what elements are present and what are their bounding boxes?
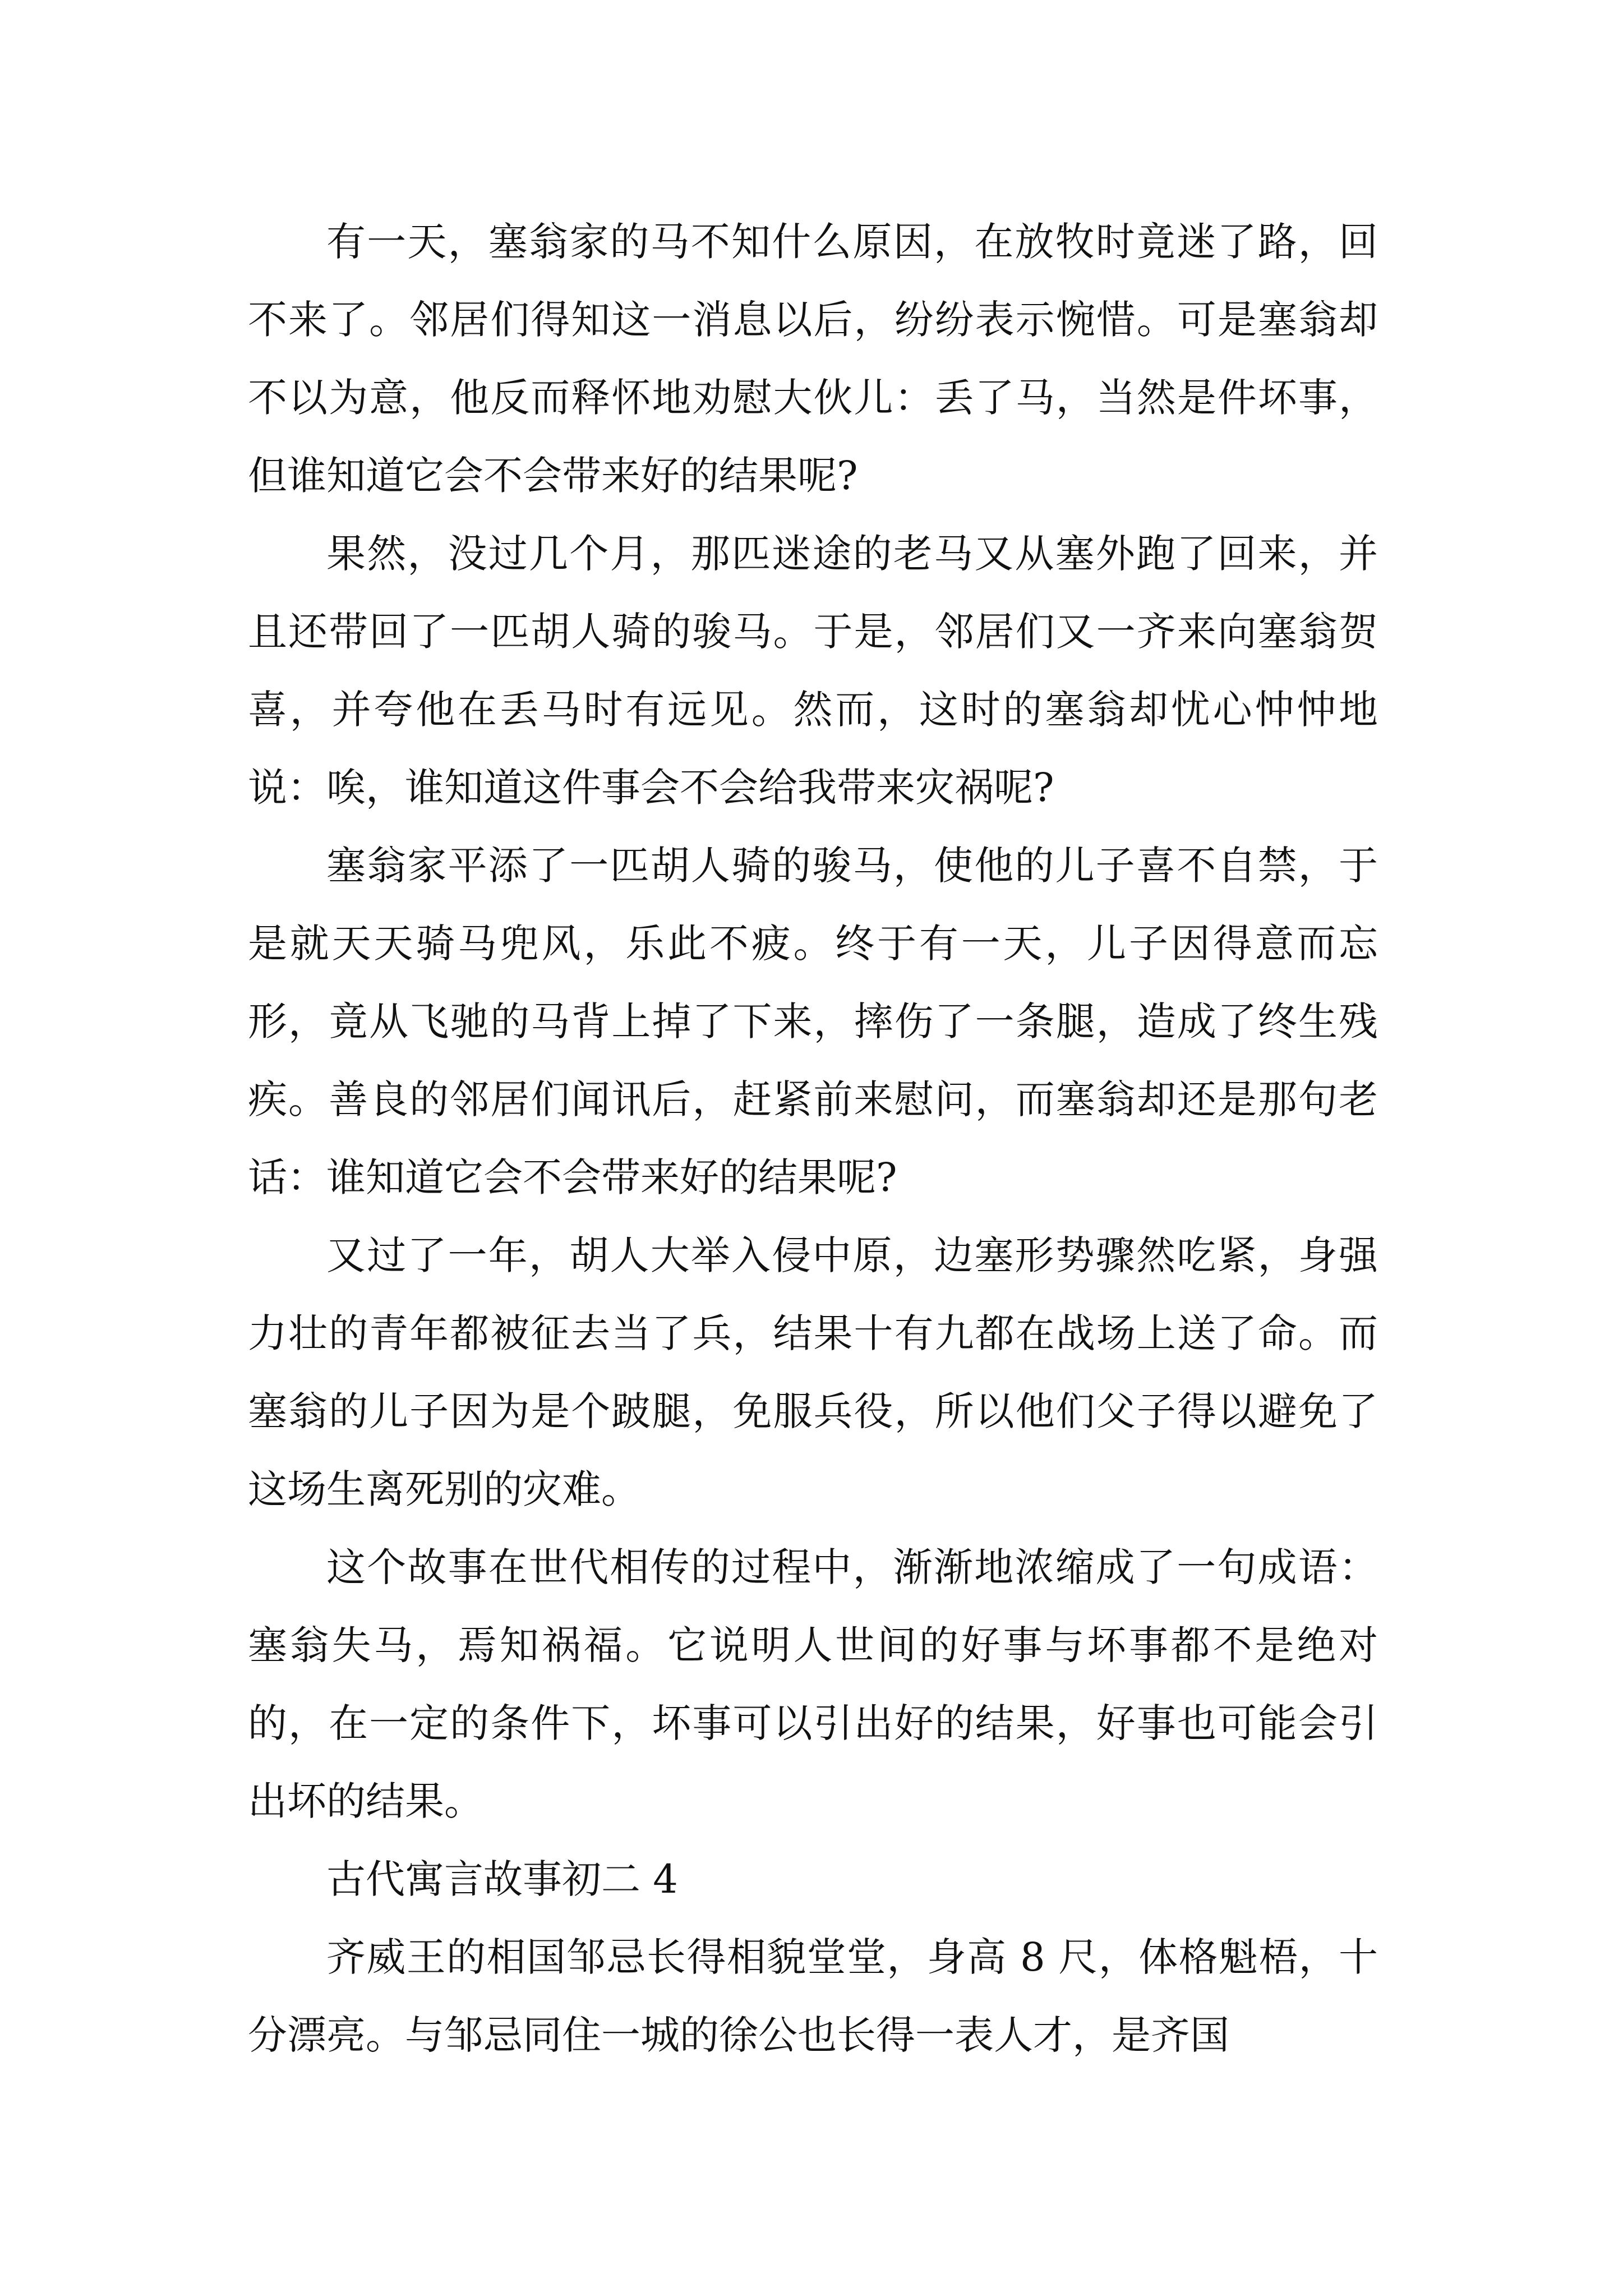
paragraph-3: 塞翁家平添了一匹胡人骑的骏马，使他的儿子喜不自禁，于是就天天骑马兜风，乐此不疲。终于有一天，儿子因得意而忘形，竟从飞驰的马背上掉了下来，摔伤了一条腿，造成了终生残疾。善良的邻居们闻讯后，赶紧前来慰问，而塞翁却还是那句老话：谁知道它会不会带来好的结果呢? [248,843,1378,1200]
document-body [248,203,1378,2074]
section-heading: 古代寓言故事初二 4 [326,1856,678,1902]
paragraph-1: 有一天，塞翁家的马不知什么原因，在放牧时竟迷了路，回不来了。邻居们得知这一消息以后，纷纷表示惋惜。可是塞翁却不以为意，他反而释怀地劝慰大伙儿：丢了马，当然是件坏事，但谁知道它会不会带来好的结果呢? [248,219,1378,499]
paragraph-4: 又过了一年，胡人大举入侵中原，边塞形势骤然吃紧，身强力壮的青年都被征去当了兵，结果十有九都在战场上送了命。而塞翁的儿子因为是个跛腿，免服兵役，所以他们父子得以避免了这场生离死别的灾难。 [248,1232,1378,1512]
paragraph-5: 这个故事在世代相传的过程中，渐渐地浓缩成了一句成语：塞翁失马，焉知祸福。它说明人世间的好事与坏事都不是绝对的，在一定的条件下，坏事可以引出好的结果，好事也可能会引出坏的结果。 [248,1544,1378,1824]
paragraph-6: 齐威王的相国邹忌长得相貌堂堂，身高 8 尺，体格魁梧，十分漂亮。与邹忌同住一城的徐公也长得一表人才，是齐国 [248,1934,1378,2058]
paragraph-2: 果然，没过几个月，那匹迷途的老马又从塞外跑了回来，并且还带回了一匹胡人骑的骏马。于是，邻居们又一齐来向塞翁贺喜，并夸他在丢马时有远见。然而，这时的塞翁却忧心忡忡地说：唉，谁知道这件事会不会给我带来灾祸呢? [248,531,1378,811]
